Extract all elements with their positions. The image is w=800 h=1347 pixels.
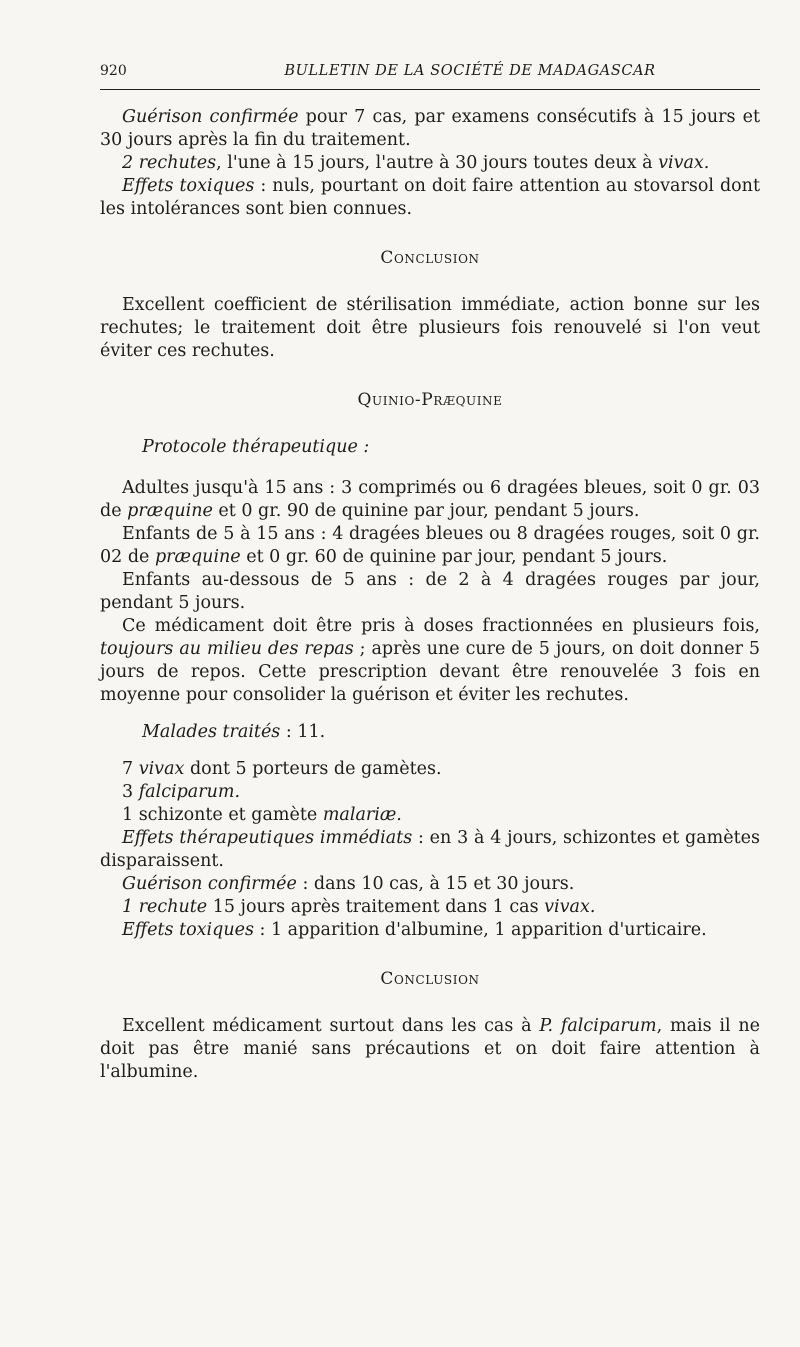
list-item-malariae: 1 schizonte et gamète malariæ. [122,805,402,825]
section-heading-conclusion: Conclusion [380,248,480,268]
subheading-patients-treated: Malades traités : 11. [142,722,326,742]
paragraph-children: Enfants de 5 à 15 ans : 4 dragées bleues ou 8 dragées rouges, soit 0 gr. 02 de præquine et 0 gr. 60 de quinine par jour, pendant 5 jours. [100,524,760,567]
paragraph-dosing: Ce médicament doit être pris à doses fractionnées en plusieurs fois, toujours au milieu des repas ; après une cure de 5 jours, on doit donner 5 jours de repos. Cette prescription devant être renouvelée 3 fois en moyenne pour consolider la guérison et éviter les rechutes. [100,616,761,705]
paragraph-relapses: 2 rechutes, l'une à 15 jours, l'autre à 30 jours toutes deux à vivax. [122,153,710,173]
page-number: 920 [100,63,127,79]
paragraph-toxic: Effets toxiques : 1 apparition d'albumine, 1 apparition d'urticaire. [122,920,707,940]
page-header [100,60,760,90]
paragraph-adults: Adultes jusqu'à 15 ans : 3 comprimés ou 6 dragées bleues, soit 0 gr. 03 de præquine et 0 gr. 90 de quinine par jour, pendant 5 jours. [100,478,760,521]
paragraph-under-five: Enfants au-dessous de 5 ans : de 2 à 4 dragées rouges par jour, pendant 5 jours. [100,570,760,613]
paragraph-immediate-effects: Effets thérapeutiques immédiats : en 3 à 4 jours, schizontes et gamètes disparaissent. [100,828,760,871]
paragraph-cure: Guérison confirmée : dans 10 cas, à 15 et 30 jours. [122,874,575,894]
section-heading-conclusion-2: Conclusion [380,969,480,989]
subheading-protocol: Protocole thérapeutique : [142,437,370,457]
running-title: BULLETIN DE LA SOCIÉTÉ DE MADAGASCAR [284,63,656,79]
paragraph-toxic-effects: Effets toxiques : nuls, pourtant on doit faire attention au stovarsol dont les intolérances sont bien connues. [100,176,760,219]
section-heading-quinio-praequine: Quinio-Præquine [357,390,503,410]
list-item-vivax: 7 vivax dont 5 porteurs de gamètes. [122,759,442,779]
paragraph-conclusion-2: Excellent médicament surtout dans les cas à P. falciparum, mais il ne doit pas être manié sans précautions et on doit faire attention à l'albumine. [100,1016,760,1082]
document-page [100,60,760,1084]
paragraph-relapse: 1 rechute 15 jours après traitement dans 1 cas vivax. [122,897,596,917]
paragraph-conclusion: Excellent coefficient de stérilisation immédiate, action bonne sur les rechutes; le traitement doit être plusieurs fois renouvelé si l'on veut éviter ces rechutes. [100,295,760,361]
paragraph-cure-confirmed: Guérison confirmée pour 7 cas, par examens consécutifs à 15 jours et 30 jours après la fin du traitement. [100,107,760,150]
list-item-falciparum: 3 falciparum. [122,782,241,802]
